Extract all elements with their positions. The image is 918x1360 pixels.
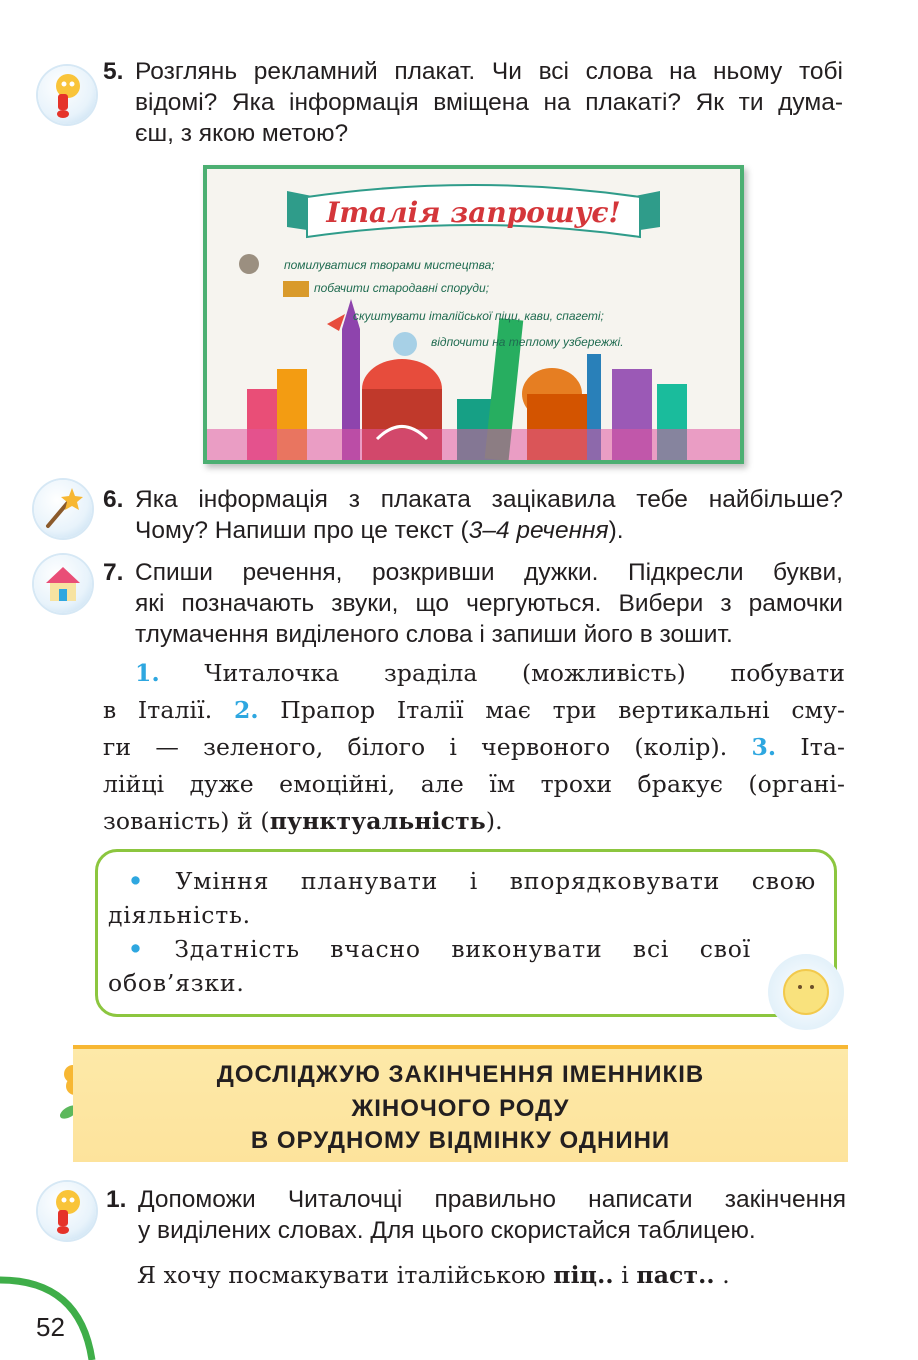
highlighted-word: паст.. bbox=[636, 1261, 715, 1289]
definition-2-cont: обов’язки. bbox=[108, 969, 245, 997]
definition-1-cont: діяльність. bbox=[108, 901, 251, 929]
statue-icon bbox=[239, 254, 259, 274]
exercise-line: лійці дуже емоційні, але їм трохи бракує (органі- bbox=[103, 770, 845, 798]
exercise-text bbox=[103, 655, 845, 840]
section-title-line: В ОРУДНОМУ ВІДМІНКУ ОДНИНИ bbox=[250, 1127, 671, 1154]
task5-number: 5. bbox=[103, 58, 124, 85]
task1-sentence bbox=[137, 1257, 730, 1294]
sentence-part: і bbox=[613, 1261, 637, 1289]
task-icon-question bbox=[38, 1182, 96, 1240]
exercise-text-part: Іта- bbox=[800, 733, 845, 761]
colosseum-icon bbox=[283, 281, 309, 297]
question-mascot-icon bbox=[38, 66, 96, 124]
task-icon-home bbox=[34, 555, 92, 613]
exercise-text-part: в Італії. bbox=[103, 696, 213, 724]
sentence-number: 1. bbox=[135, 659, 160, 687]
exercise-line bbox=[103, 655, 845, 692]
task5-line: єш, з якою метою? bbox=[135, 120, 349, 147]
question-mascot-icon bbox=[38, 1182, 96, 1240]
task6-text bbox=[135, 484, 843, 546]
skyline-illustration bbox=[207, 299, 740, 460]
task6-text-part: ). bbox=[608, 517, 624, 544]
exercise-text-part: зованість) й ( bbox=[103, 807, 270, 835]
task7-line: Спиши речення, розкривши дужки. Підкресли букви, bbox=[135, 559, 843, 586]
task1-number: 1. bbox=[106, 1186, 127, 1213]
task1-line: у виділених словах. Для цього скористайся таблицею. bbox=[138, 1217, 756, 1244]
exercise-line bbox=[103, 803, 845, 840]
task6-line bbox=[135, 515, 843, 546]
beach-icon bbox=[393, 332, 417, 356]
italy-poster bbox=[203, 165, 744, 464]
section-banner bbox=[73, 1045, 848, 1162]
task7-number: 7. bbox=[103, 559, 124, 586]
highlighted-word: піц.. bbox=[553, 1261, 614, 1289]
sentence-number: 2. bbox=[233, 696, 259, 724]
poster-item: відпочити на теплому узбережжі. bbox=[431, 335, 624, 349]
task7-line: які позначають звуки, що чергуються. Вибери з рамочки bbox=[135, 590, 843, 617]
magic-wand-icon bbox=[34, 480, 92, 538]
poster-item: помилуватися творами мистецтва; bbox=[284, 258, 495, 272]
task-icon-creative bbox=[34, 480, 92, 538]
task5-line: Розглянь рекламний плакат. Чи всі слова на ньому тобі bbox=[135, 58, 843, 85]
task6-text-part: Чому? Напиши про це текст ( bbox=[135, 517, 469, 544]
exercise-text-part: Читалочка зраділа (можливість) побувати bbox=[204, 659, 845, 687]
sentence-number: 3. bbox=[751, 733, 777, 761]
exercise-text-part: ги — зеленого, білого і червоного (колір). bbox=[103, 733, 728, 761]
definition-text: Здатність вчасно виконувати всі свої bbox=[174, 935, 751, 963]
task5-text bbox=[135, 56, 843, 149]
highlighted-word: пунктуальність bbox=[269, 807, 486, 835]
definition-1 bbox=[108, 864, 816, 898]
poster-item: побачити стародавні споруди; bbox=[314, 281, 490, 295]
exercise-line bbox=[103, 692, 845, 729]
task6-number: 6. bbox=[103, 486, 124, 513]
page-number: 52 bbox=[36, 1312, 65, 1342]
exercise-text-part: Прапор Італії має три вертикальні сму- bbox=[280, 696, 845, 724]
task7-line: тлумачення виділеного слова і запиши його в зошит. bbox=[135, 621, 733, 648]
definition-2 bbox=[108, 932, 751, 966]
sentence-part: . bbox=[714, 1261, 730, 1289]
sentence-part: Я хочу посмакувати італійською bbox=[137, 1261, 554, 1289]
exercise-line bbox=[103, 729, 845, 766]
poster-title: Італія запрошує! bbox=[326, 196, 621, 229]
house-icon bbox=[34, 555, 92, 613]
definition-text: Уміння планувати і впорядковувати свою bbox=[175, 867, 816, 895]
smiley-icon bbox=[768, 954, 844, 1030]
task6-line: Яка інформація з плаката зацікавила тебе найбільше? bbox=[135, 486, 843, 513]
task6-italic: 3–4 речення bbox=[468, 517, 609, 544]
exercise-text-part: ). bbox=[485, 807, 503, 835]
bullet: • bbox=[128, 935, 144, 963]
task7-text bbox=[135, 557, 843, 650]
task-icon-question bbox=[38, 66, 96, 124]
page-corner-arc bbox=[0, 1250, 110, 1360]
section-title-line: ДОСЛІДЖУЮ ЗАКІНЧЕННЯ ІМЕННИКІВ bbox=[216, 1061, 705, 1088]
task5-line: відомі? Яка інформація вміщена на плакаті? Як ти дума- bbox=[135, 89, 843, 116]
task1-text bbox=[138, 1184, 846, 1246]
definitions-text bbox=[108, 864, 816, 1000]
task1-line: Допоможи Читалочці правильно написати закінчення bbox=[138, 1186, 846, 1213]
poster-item: скуштувати італійської піци, кави, спагеті; bbox=[353, 309, 604, 323]
bullet: • bbox=[128, 867, 144, 895]
section-title-line: ЖІНОЧОГО РОДУ bbox=[351, 1095, 570, 1122]
